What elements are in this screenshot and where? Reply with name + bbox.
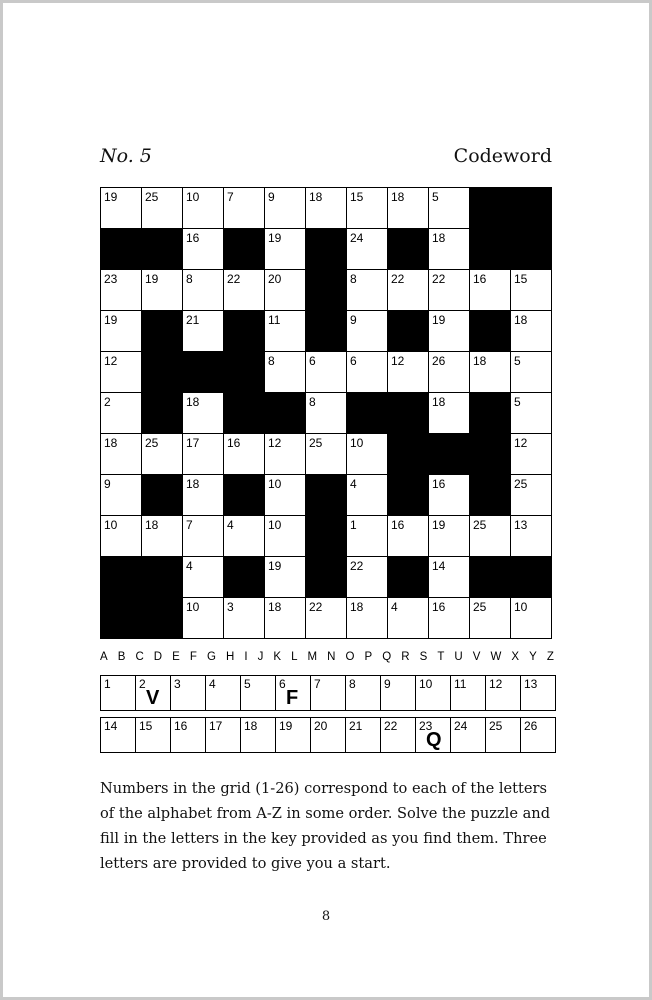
- alphabet-letter: Z: [546, 651, 554, 663]
- grid-black-cell: [470, 393, 511, 434]
- grid-black-cell: [142, 229, 183, 270]
- grid-cell-number: 23: [104, 272, 118, 286]
- grid-black-cell: [470, 557, 511, 598]
- grid-cell-number: 25: [145, 436, 159, 450]
- grid-cell-number: 10: [350, 436, 364, 450]
- grid-cell-number: 10: [186, 190, 200, 204]
- grid-cell-number: 8: [186, 272, 193, 286]
- key-cell-number: 4: [209, 677, 216, 691]
- alphabet-letter: A: [100, 651, 108, 663]
- alphabet-letter: N: [327, 651, 336, 663]
- grid-cell[interactable]: [470, 352, 511, 393]
- grid-black-cell: [388, 434, 429, 475]
- key-cell[interactable]: [276, 676, 311, 711]
- grid-black-cell: [224, 557, 265, 598]
- key-cell[interactable]: [451, 676, 486, 711]
- grid-cell-number: 7: [186, 518, 193, 532]
- grid-cell[interactable]: [306, 188, 347, 229]
- grid-cell-number: 16: [473, 272, 487, 286]
- grid-cell[interactable]: [347, 311, 388, 352]
- grid-cell[interactable]: [101, 188, 142, 229]
- grid-cell-number: 10: [268, 518, 282, 532]
- grid-cell-number: 9: [350, 313, 357, 327]
- grid-black-cell: [224, 352, 265, 393]
- grid-cell-number: 22: [309, 600, 323, 614]
- grid-cell[interactable]: [388, 270, 429, 311]
- grid-cell[interactable]: [265, 270, 306, 311]
- grid-cell[interactable]: [101, 434, 142, 475]
- grid-cell[interactable]: [429, 557, 470, 598]
- key-cell[interactable]: [416, 718, 451, 753]
- key-cell[interactable]: [381, 676, 416, 711]
- grid-cell[interactable]: [183, 229, 224, 270]
- grid-black-cell: [388, 557, 429, 598]
- key-cell[interactable]: [346, 718, 381, 753]
- key-cell[interactable]: [206, 718, 241, 753]
- grid-cell-number: 18: [514, 313, 528, 327]
- grid-black-cell: [142, 311, 183, 352]
- grid-cell[interactable]: [306, 352, 347, 393]
- grid-cell[interactable]: [183, 557, 224, 598]
- grid-cell[interactable]: [429, 270, 470, 311]
- grid-cell[interactable]: [142, 188, 183, 229]
- alphabet-letter: V: [472, 651, 481, 663]
- grid-cell[interactable]: [183, 598, 224, 639]
- key-cell-letter: F: [286, 687, 299, 709]
- grid-cell-number: 19: [432, 313, 446, 327]
- grid-black-cell: [224, 475, 265, 516]
- codeword-grid: [100, 187, 552, 639]
- alphabet-letter: W: [490, 651, 502, 663]
- grid-cell-number: 9: [104, 477, 111, 491]
- grid-cell[interactable]: [388, 516, 429, 557]
- grid-cell[interactable]: [347, 434, 388, 475]
- grid-cell-number: 8: [268, 354, 275, 368]
- grid-cell[interactable]: [429, 311, 470, 352]
- grid-cell-number: 18: [391, 190, 405, 204]
- key-cell[interactable]: [276, 718, 311, 753]
- grid-black-cell: [470, 229, 511, 270]
- grid-cell[interactable]: [306, 393, 347, 434]
- grid-cell[interactable]: [101, 393, 142, 434]
- grid-black-cell: [142, 352, 183, 393]
- key-cell-number: 10: [419, 677, 433, 691]
- grid-cell-number: 22: [350, 559, 364, 573]
- grid-cell[interactable]: [511, 434, 552, 475]
- key-cell[interactable]: [311, 676, 346, 711]
- grid-cell-number: 9: [268, 190, 275, 204]
- grid-cell-number: 12: [104, 354, 118, 368]
- alphabet-letter: O: [345, 651, 355, 663]
- grid-black-cell: [306, 229, 347, 270]
- grid-cell[interactable]: [511, 352, 552, 393]
- grid-cell-number: 19: [104, 190, 118, 204]
- alphabet-letter: B: [117, 651, 126, 663]
- key-cell-number: 1: [104, 677, 111, 691]
- grid-cell-number: 5: [514, 354, 521, 368]
- grid-cell[interactable]: [347, 516, 388, 557]
- grid-cell-number: 4: [391, 600, 398, 614]
- key-cell-letter: V: [146, 687, 160, 709]
- key-cell[interactable]: [241, 676, 276, 711]
- grid-black-cell: [429, 434, 470, 475]
- grid-cell-number: 25: [145, 190, 159, 204]
- grid-black-cell: [306, 516, 347, 557]
- key-cell-number: 17: [209, 719, 223, 733]
- puzzle-type: Codeword: [453, 145, 552, 167]
- grid-cell-number: 10: [268, 477, 282, 491]
- key-cell-number: 13: [524, 677, 538, 691]
- grid-cell[interactable]: [265, 352, 306, 393]
- grid-cell[interactable]: [429, 516, 470, 557]
- key-cell[interactable]: [101, 676, 136, 711]
- alphabet-letter: I: [244, 651, 248, 663]
- grid-cell-number: 6: [350, 354, 357, 368]
- grid-cell[interactable]: [183, 188, 224, 229]
- grid-cell-number: 18: [350, 600, 364, 614]
- grid-cell-number: 12: [391, 354, 405, 368]
- grid-cell[interactable]: [265, 188, 306, 229]
- grid-black-cell: [470, 188, 511, 229]
- grid-black-cell: [224, 229, 265, 270]
- alphabet-letter: M: [307, 651, 318, 663]
- grid-cell-number: 18: [432, 395, 446, 409]
- grid-black-cell: [101, 557, 142, 598]
- grid-cell[interactable]: [429, 352, 470, 393]
- grid-cell[interactable]: [306, 598, 347, 639]
- key-cell[interactable]: [486, 676, 521, 711]
- grid-cell[interactable]: [265, 229, 306, 270]
- alphabet-letter: L: [291, 651, 298, 663]
- grid-cell[interactable]: [511, 516, 552, 557]
- grid-black-cell: [142, 475, 183, 516]
- key-cell-number: 26: [524, 719, 538, 733]
- grid-cell-number: 10: [514, 600, 528, 614]
- grid-cell[interactable]: [265, 475, 306, 516]
- alphabet-letter: Y: [529, 651, 537, 663]
- grid-cell[interactable]: [183, 516, 224, 557]
- grid-cell[interactable]: [224, 270, 265, 311]
- grid-black-cell: [511, 557, 552, 598]
- alphabet-letter: X: [511, 651, 520, 663]
- grid-cell[interactable]: [388, 188, 429, 229]
- grid-cell[interactable]: [183, 393, 224, 434]
- grid-cell-number: 16: [186, 231, 200, 245]
- grid-cell[interactable]: [306, 434, 347, 475]
- grid-cell-number: 7: [227, 190, 234, 204]
- grid-cell-number: 15: [350, 190, 364, 204]
- grid-cell[interactable]: [142, 516, 183, 557]
- grid-cell-number: 17: [186, 436, 200, 450]
- grid-cell-number: 14: [432, 559, 446, 573]
- grid-cell[interactable]: [511, 311, 552, 352]
- key-cell[interactable]: [311, 718, 346, 753]
- grid-cell[interactable]: [347, 475, 388, 516]
- alphabet-letter: F: [189, 651, 197, 663]
- grid-black-cell: [511, 229, 552, 270]
- grid-cell-number: 24: [350, 231, 364, 245]
- grid-cell-number: 11: [268, 313, 281, 327]
- key-cell[interactable]: [206, 676, 241, 711]
- alphabet-strip: [100, 651, 554, 663]
- grid-cell[interactable]: [142, 434, 183, 475]
- key-cell-number: 24: [454, 719, 468, 733]
- grid-cell[interactable]: [183, 270, 224, 311]
- grid-cell[interactable]: [470, 270, 511, 311]
- alphabet-letter: S: [419, 651, 428, 663]
- grid-cell-number: 19: [145, 272, 159, 286]
- grid-cell-number: 18: [104, 436, 118, 450]
- grid-cell[interactable]: [101, 311, 142, 352]
- grid-cell-number: 18: [309, 190, 323, 204]
- grid-black-cell: [306, 311, 347, 352]
- grid-cell-number: 18: [473, 354, 487, 368]
- alphabet-letter: D: [153, 651, 163, 663]
- grid-black-cell: [265, 393, 306, 434]
- grid-black-cell: [388, 475, 429, 516]
- grid-cell-number: 13: [514, 518, 528, 532]
- grid-cell[interactable]: [101, 352, 142, 393]
- key-cell[interactable]: [486, 718, 521, 753]
- grid-cell[interactable]: [265, 311, 306, 352]
- grid-cell[interactable]: [265, 598, 306, 639]
- alphabet-letter: G: [206, 651, 216, 663]
- grid-cell-number: 26: [432, 354, 446, 368]
- grid-cell-number: 5: [514, 395, 521, 409]
- key-cell[interactable]: [451, 718, 486, 753]
- alphabet-letter: E: [172, 651, 180, 663]
- grid-black-cell: [183, 352, 224, 393]
- grid-black-cell: [306, 557, 347, 598]
- grid-black-cell: [470, 311, 511, 352]
- grid-black-cell: [388, 229, 429, 270]
- grid-cell-number: 25: [309, 436, 323, 450]
- grid-cell[interactable]: [142, 270, 183, 311]
- grid-cell[interactable]: [470, 598, 511, 639]
- key-cell[interactable]: [381, 718, 416, 753]
- grid-cell[interactable]: [183, 475, 224, 516]
- grid-cell[interactable]: [224, 188, 265, 229]
- grid-cell-number: 1: [350, 518, 357, 532]
- grid-cell-number: 12: [514, 436, 528, 450]
- grid-cell-number: 22: [227, 272, 241, 286]
- grid-cell[interactable]: [429, 188, 470, 229]
- grid-black-cell: [101, 229, 142, 270]
- grid-cell-number: 16: [391, 518, 405, 532]
- grid-cell-number: 16: [432, 600, 446, 614]
- grid-cell-number: 5: [432, 190, 439, 204]
- key-cell-number: 7: [314, 677, 321, 691]
- alphabet-letter: T: [437, 651, 445, 663]
- key-cell[interactable]: [101, 718, 136, 753]
- key-cell-number: 12: [489, 677, 503, 691]
- key-cell-number: 2: [139, 677, 146, 691]
- key-cell-number: 18: [244, 719, 258, 733]
- grid-cell-number: 20: [268, 272, 282, 286]
- grid-cell[interactable]: [388, 352, 429, 393]
- key-cell-number: 23: [419, 719, 433, 733]
- key-cell[interactable]: [416, 676, 451, 711]
- key-cell-number: 3: [174, 677, 181, 691]
- grid-black-cell: [224, 311, 265, 352]
- grid-cell-number: 18: [432, 231, 446, 245]
- grid-cell[interactable]: [347, 598, 388, 639]
- grid-black-cell: [142, 598, 183, 639]
- alphabet-letter: K: [273, 651, 282, 663]
- grid-cell-number: 16: [227, 436, 241, 450]
- key-cell[interactable]: [241, 718, 276, 753]
- instructions: Numbers in the grid (1-26) correspond to each of the letters of the alphabet from A-Z in some order. Solve the puzzle and fill in the letters in the key provided as you find them. Three letters are provided to give you a start.: [100, 780, 551, 872]
- key-cell-number: 22: [384, 719, 398, 733]
- grid-cell[interactable]: [265, 434, 306, 475]
- grid-cell-number: 25: [514, 477, 528, 491]
- grid-cell-number: 18: [186, 395, 200, 409]
- puzzle-number: No. 5: [100, 145, 152, 167]
- key-cell-letter: Q: [426, 729, 442, 751]
- alphabet-letter: J: [257, 651, 264, 663]
- grid-cell[interactable]: [511, 475, 552, 516]
- grid-black-cell: [224, 393, 265, 434]
- key-cell-number: 14: [104, 719, 118, 733]
- grid-cell-number: 10: [104, 518, 118, 532]
- key-cell[interactable]: [171, 718, 206, 753]
- grid-cell[interactable]: [511, 598, 552, 639]
- grid-black-cell: [388, 393, 429, 434]
- key-cell[interactable]: [171, 676, 206, 711]
- grid-black-cell: [511, 188, 552, 229]
- page: [3, 3, 649, 997]
- grid-cell[interactable]: [347, 270, 388, 311]
- key-cell-number: 6: [279, 677, 286, 691]
- grid-cell[interactable]: [265, 516, 306, 557]
- grid-cell[interactable]: [347, 352, 388, 393]
- grid-cell[interactable]: [101, 270, 142, 311]
- key-cell-number: 15: [139, 719, 153, 733]
- grid-cell-number: 18: [145, 518, 159, 532]
- key-cell[interactable]: [136, 718, 171, 753]
- grid-cell-number: 19: [268, 559, 282, 573]
- grid-cell[interactable]: [388, 598, 429, 639]
- key-cell[interactable]: [136, 676, 171, 711]
- grid-cell-number: 21: [186, 313, 200, 327]
- grid-black-cell: [142, 393, 183, 434]
- grid-black-cell: [101, 598, 142, 639]
- grid-cell-number: 4: [227, 518, 234, 532]
- grid-cell[interactable]: [429, 229, 470, 270]
- grid-cell-number: 19: [432, 518, 446, 532]
- grid-cell-number: 22: [432, 272, 446, 286]
- grid-cell-number: 4: [350, 477, 357, 491]
- grid-cell[interactable]: [429, 475, 470, 516]
- grid-cell[interactable]: [347, 229, 388, 270]
- grid-cell[interactable]: [224, 434, 265, 475]
- grid-cell[interactable]: [511, 270, 552, 311]
- grid-cell[interactable]: [183, 434, 224, 475]
- grid-cell-number: 22: [391, 272, 405, 286]
- grid-cell-number: 18: [186, 477, 200, 491]
- grid-cell[interactable]: [511, 393, 552, 434]
- key-cell-number: 11: [454, 677, 467, 691]
- alphabet-letter: R: [401, 651, 410, 663]
- grid-cell-number: 2: [104, 395, 111, 409]
- key-cell-number: 5: [244, 677, 251, 691]
- key-row-2: [100, 717, 556, 753]
- grid-black-cell: [347, 393, 388, 434]
- grid-cell-number: 15: [514, 272, 528, 286]
- grid-black-cell: [470, 475, 511, 516]
- grid-cell-number: 10: [186, 600, 200, 614]
- grid-cell[interactable]: [347, 557, 388, 598]
- key-cell-number: 20: [314, 719, 328, 733]
- grid-cell-number: 16: [432, 477, 446, 491]
- grid-cell-number: 19: [104, 313, 118, 327]
- key-cell[interactable]: [521, 676, 556, 711]
- grid-cell-number: 8: [350, 272, 357, 286]
- alphabet-letter: C: [135, 651, 144, 663]
- page-number: 8: [321, 909, 331, 924]
- alphabet-letter: Q: [382, 651, 392, 663]
- grid-cell[interactable]: [470, 516, 511, 557]
- key-cell-number: 8: [349, 677, 356, 691]
- grid-cell[interactable]: [265, 557, 306, 598]
- grid-cell[interactable]: [347, 188, 388, 229]
- grid-cell[interactable]: [224, 516, 265, 557]
- key-cell-number: 9: [384, 677, 391, 691]
- alphabet-letter: P: [364, 651, 373, 663]
- grid-cell[interactable]: [224, 598, 265, 639]
- grid-black-cell: [306, 270, 347, 311]
- key-cell-number: 16: [174, 719, 188, 733]
- key-cell-number: 19: [279, 719, 293, 733]
- grid-cell[interactable]: [429, 598, 470, 639]
- alphabet-letter: H: [225, 651, 235, 663]
- grid-cell[interactable]: [429, 393, 470, 434]
- key-cell[interactable]: [521, 718, 556, 753]
- grid-black-cell: [142, 557, 183, 598]
- grid-cell-number: 8: [309, 395, 316, 409]
- key-cell-number: 25: [489, 719, 503, 733]
- key-row-1: [100, 675, 556, 711]
- grid-cell-number: 6: [309, 354, 316, 368]
- grid-cell-number: 25: [473, 518, 487, 532]
- grid-cell-number: 19: [268, 231, 282, 245]
- grid-cell-number: 25: [473, 600, 487, 614]
- grid-black-cell: [306, 475, 347, 516]
- key-cell[interactable]: [346, 676, 381, 711]
- key-cell-number: 21: [349, 719, 363, 733]
- grid-cell[interactable]: [101, 516, 142, 557]
- alphabet-letter: U: [454, 651, 463, 663]
- grid-cell[interactable]: [101, 475, 142, 516]
- grid-cell-number: 18: [268, 600, 282, 614]
- grid-cell-number: 4: [186, 559, 193, 573]
- grid-black-cell: [470, 434, 511, 475]
- grid-cell[interactable]: [183, 311, 224, 352]
- grid-cell-number: 12: [268, 436, 282, 450]
- grid-cell-number: 3: [227, 600, 234, 614]
- grid-black-cell: [388, 311, 429, 352]
